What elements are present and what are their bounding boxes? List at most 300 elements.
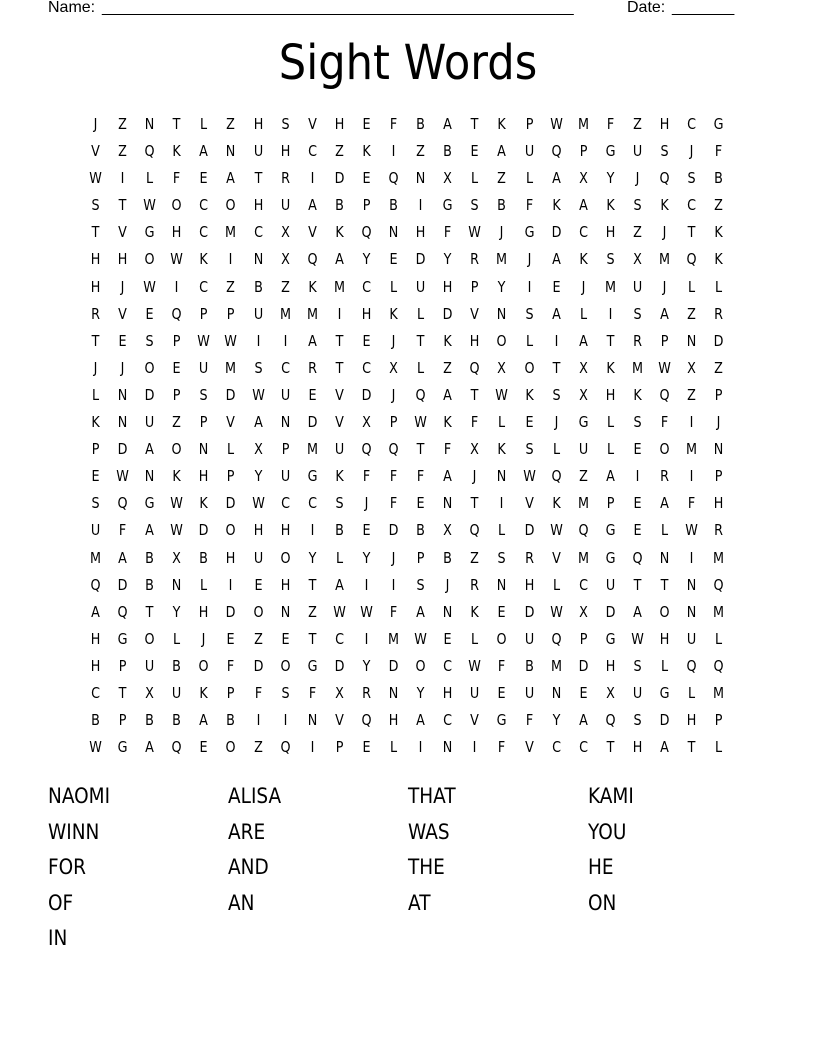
grid-cell[interactable]: R [714,304,724,323]
grid-cell[interactable]: S [281,115,290,133]
grid-cell[interactable]: S [416,575,425,594]
grid-cell[interactable]: C [307,494,317,513]
grid-cell[interactable]: J [445,575,450,594]
grid-cell[interactable]: Q [280,738,291,757]
grid-cell[interactable]: X [578,385,588,404]
grid-cell[interactable]: O [524,358,535,377]
grid-cell[interactable]: A [443,115,453,133]
grid-cell[interactable]: G [117,629,128,648]
grid-cell[interactable]: X [172,548,182,567]
grid-cell[interactable]: F [715,142,723,161]
grid-cell[interactable]: I [554,331,559,350]
grid-cell[interactable]: P [118,711,127,730]
grid-cell[interactable]: H [90,629,101,648]
grid-cell[interactable]: K [633,385,642,404]
grid-cell[interactable]: G [659,683,670,702]
grid-cell[interactable]: M [659,250,671,269]
grid-cell[interactable]: F [389,467,398,486]
grid-cell[interactable]: O [415,656,426,675]
grid-cell[interactable]: A [307,196,317,215]
grid-cell[interactable]: R [524,548,534,567]
grid-cell[interactable]: L [715,738,723,757]
grid-cell[interactable]: E [362,331,371,350]
grid-cell[interactable]: Z [416,142,426,161]
grid-cell[interactable]: Y [362,250,371,269]
grid-cell[interactable]: N [686,331,697,350]
grid-cell[interactable]: C [687,115,697,133]
grid-cell[interactable]: O [280,656,291,675]
grid-cell[interactable]: Q [415,385,426,404]
grid-cell[interactable]: P [172,385,181,404]
grid-cell[interactable]: E [525,413,534,432]
grid-cell[interactable]: W [522,467,536,486]
grid-cell[interactable]: A [551,304,561,323]
grid-cell[interactable]: A [145,738,155,757]
grid-cell[interactable]: B [335,521,344,540]
grid-cell[interactable]: B [335,196,344,215]
grid-cell[interactable]: O [280,548,291,567]
grid-cell[interactable]: J [391,548,396,567]
grid-cell[interactable]: K [606,358,615,377]
grid-cell[interactable]: M [333,277,345,296]
grid-cell[interactable]: I [500,494,504,513]
grid-cell[interactable]: E [118,331,127,350]
grid-cell[interactable]: A [335,575,344,594]
grid-cell[interactable]: D [578,656,589,675]
grid-cell[interactable]: X [633,250,642,269]
grid-cell[interactable]: I [256,711,260,730]
grid-cell[interactable]: K [91,413,100,432]
grid-cell[interactable]: W [685,521,698,540]
grid-cell[interactable]: T [660,575,669,594]
grid-cell[interactable]: P [714,711,723,730]
grid-cell[interactable]: M [225,223,237,242]
grid-cell[interactable]: E [226,629,236,648]
grid-cell[interactable]: C [578,223,588,242]
grid-cell[interactable]: L [498,521,506,540]
grid-cell[interactable]: F [173,169,181,188]
grid-cell[interactable]: N [713,440,724,459]
grid-cell[interactable]: P [660,331,669,350]
grid-cell[interactable]: T [118,683,127,702]
grid-cell[interactable]: W [170,494,184,513]
grid-cell[interactable]: F [362,467,371,486]
grid-cell[interactable]: G [605,521,616,540]
grid-cell[interactable]: Q [388,169,399,188]
grid-cell[interactable]: M [225,358,237,377]
grid-cell[interactable]: Q [659,169,670,188]
grid-cell[interactable]: C [199,223,209,242]
grid-cell[interactable]: N [144,115,155,133]
grid-cell[interactable]: G [524,223,534,242]
grid-cell[interactable]: K [335,467,344,486]
grid-cell[interactable]: T [308,629,317,648]
grid-cell[interactable]: Z [335,142,344,161]
grid-cell[interactable]: U [578,440,588,459]
grid-cell[interactable]: L [688,683,696,702]
grid-cell[interactable]: I [689,467,694,486]
grid-cell[interactable]: K [362,142,371,161]
grid-cell[interactable]: S [145,331,154,350]
grid-cell[interactable]: K [551,196,561,215]
grid-cell[interactable]: H [632,738,643,757]
grid-cell[interactable]: E [145,304,154,323]
grid-cell[interactable]: C [334,629,344,648]
grid-cell[interactable]: A [416,711,426,730]
grid-cell[interactable]: K [335,223,344,242]
grid-cell[interactable]: J [527,250,531,269]
grid-cell[interactable]: J [500,223,504,242]
grid-cell[interactable]: X [389,358,398,377]
grid-cell[interactable]: B [145,711,155,730]
grid-cell[interactable]: X [578,169,588,188]
grid-cell[interactable]: G [144,494,155,513]
grid-cell[interactable]: D [253,656,264,675]
grid-cell[interactable]: U [253,142,263,161]
grid-cell[interactable]: S [524,440,534,459]
grid-cell[interactable]: C [280,358,290,377]
grid-cell[interactable]: E [497,683,506,702]
grid-cell[interactable]: M [577,494,589,513]
grid-cell[interactable]: L [579,304,587,323]
grid-cell[interactable]: P [281,440,290,459]
grid-cell[interactable]: G [605,142,616,161]
grid-cell[interactable]: I [418,738,423,757]
grid-cell[interactable]: D [524,521,534,540]
grid-cell[interactable]: D [388,521,399,540]
grid-cell[interactable]: S [524,304,534,323]
grid-cell[interactable]: P [200,304,208,323]
grid-cell[interactable]: Z [443,358,453,377]
grid-cell[interactable]: L [91,385,100,404]
grid-cell[interactable]: G [144,223,155,242]
grid-cell[interactable]: F [389,602,398,621]
grid-cell[interactable]: H [415,223,426,242]
grid-cell[interactable]: M [713,602,725,621]
grid-cell[interactable]: Q [144,142,155,161]
grid-cell[interactable]: C [687,196,697,215]
name-field[interactable]: _____________________________________________________ [102,0,574,16]
grid-cell[interactable]: P [91,440,100,459]
grid-cell[interactable]: A [226,169,236,188]
grid-cell[interactable]: H [605,656,616,675]
grid-cell[interactable]: C [578,575,588,594]
grid-cell[interactable]: I [391,142,396,161]
grid-cell[interactable]: O [659,602,670,621]
grid-cell[interactable]: N [388,223,399,242]
grid-cell[interactable]: R [632,331,642,350]
grid-cell[interactable]: C [199,277,209,296]
grid-cell[interactable]: Y [606,169,615,188]
grid-cell[interactable]: J [581,277,586,296]
grid-cell[interactable]: A [578,196,588,215]
grid-cell[interactable]: E [362,738,371,757]
grid-cell[interactable]: V [335,413,344,432]
grid-cell[interactable]: H [253,196,263,215]
grid-cell[interactable]: A [443,467,453,486]
grid-cell[interactable]: Z [470,548,480,567]
grid-cell[interactable]: A [660,304,669,323]
grid-cell[interactable]: P [335,738,344,757]
grid-cell[interactable]: X [578,602,588,621]
grid-cell[interactable]: T [606,331,615,350]
grid-cell[interactable]: D [117,440,128,459]
grid-cell[interactable]: I [472,738,477,757]
grid-cell[interactable]: T [335,358,344,377]
grid-cell[interactable]: H [199,467,209,486]
grid-cell[interactable]: J [364,494,369,513]
grid-cell[interactable]: V [118,223,127,242]
grid-cell[interactable]: U [280,196,290,215]
grid-cell[interactable]: J [662,277,667,296]
grid-cell[interactable]: L [715,277,723,296]
grid-cell[interactable]: S [497,548,507,567]
grid-cell[interactable]: Q [117,494,128,513]
grid-cell[interactable]: M [306,304,318,323]
grid-cell[interactable]: Q [686,250,697,269]
grid-cell[interactable]: T [470,115,479,133]
grid-cell[interactable]: H [199,602,209,621]
grid-cell[interactable]: S [254,358,263,377]
grid-cell[interactable]: F [227,656,235,675]
grid-cell[interactable]: I [174,277,179,296]
grid-cell[interactable]: S [552,385,561,404]
grid-cell[interactable]: Z [253,738,263,757]
grid-cell[interactable]: I [256,331,260,350]
grid-cell[interactable]: H [470,331,480,350]
grid-cell[interactable]: Y [254,467,263,486]
grid-cell[interactable]: Q [632,548,643,567]
grid-cell[interactable]: F [389,494,398,513]
grid-cell[interactable]: L [173,629,181,648]
grid-cell[interactable]: L [146,169,154,188]
grid-cell[interactable]: L [417,358,425,377]
grid-cell[interactable]: S [91,494,100,513]
grid-cell[interactable]: K [497,440,507,459]
grid-cell[interactable]: H [442,277,453,296]
grid-cell[interactable]: N [388,683,399,702]
grid-cell[interactable]: X [145,683,155,702]
grid-cell[interactable]: Z [118,115,128,133]
grid-cell[interactable]: W [549,602,563,621]
grid-cell[interactable]: R [470,575,480,594]
grid-cell[interactable]: U [632,683,643,702]
grid-cell[interactable]: P [118,656,127,675]
grid-cell[interactable]: D [551,223,562,242]
grid-cell[interactable]: W [170,250,184,269]
grid-cell[interactable]: I [337,304,342,323]
grid-cell[interactable]: T [118,196,127,215]
grid-cell[interactable]: F [416,467,425,486]
grid-cell[interactable]: B [714,169,724,188]
grid-cell[interactable]: W [197,331,211,350]
grid-cell[interactable]: M [279,304,291,323]
grid-cell[interactable]: W [414,413,427,432]
grid-cell[interactable]: G [578,413,589,432]
grid-cell[interactable]: L [417,304,425,323]
grid-cell[interactable]: A [199,142,209,161]
grid-cell[interactable]: G [307,656,318,675]
grid-cell[interactable]: D [307,413,318,432]
grid-cell[interactable]: O [144,358,155,377]
grid-cell[interactable]: X [443,169,453,188]
grid-cell[interactable]: P [579,629,588,648]
grid-cell[interactable]: N [226,142,236,161]
grid-cell[interactable]: T [416,331,425,350]
grid-cell[interactable]: L [200,575,208,594]
grid-cell[interactable]: R [470,250,480,269]
grid-cell[interactable]: Z [118,142,128,161]
grid-cell[interactable]: M [604,277,616,296]
grid-cell[interactable]: S [470,196,479,215]
grid-cell[interactable]: Y [552,711,561,730]
grid-cell[interactable]: D [226,385,236,404]
grid-cell[interactable]: J [391,385,396,404]
grid-cell[interactable]: H [90,250,101,269]
grid-cell[interactable]: U [524,629,534,648]
grid-cell[interactable]: E [552,277,561,296]
grid-cell[interactable]: G [497,711,507,730]
grid-cell[interactable]: X [280,250,290,269]
grid-cell[interactable]: A [335,250,344,269]
grid-cell[interactable]: N [144,467,155,486]
grid-cell[interactable]: A [199,711,209,730]
grid-cell[interactable]: F [606,115,614,133]
grid-cell[interactable]: N [280,602,290,621]
grid-cell[interactable]: H [605,223,616,242]
grid-cell[interactable]: H [280,142,290,161]
grid-cell[interactable]: F [444,440,452,459]
grid-cell[interactable]: E [443,629,452,648]
grid-cell[interactable]: W [631,629,644,648]
grid-cell[interactable]: L [660,656,669,675]
grid-cell[interactable]: S [633,304,642,323]
grid-cell[interactable]: W [495,385,509,404]
grid-cell[interactable]: A [578,711,588,730]
grid-cell[interactable]: E [308,385,317,404]
grid-cell[interactable]: K [199,250,209,269]
grid-cell[interactable]: V [470,304,480,323]
grid-cell[interactable]: V [551,548,561,567]
grid-cell[interactable]: U [415,277,426,296]
grid-cell[interactable]: N [117,413,128,432]
grid-cell[interactable]: F [308,683,316,702]
grid-cell[interactable]: P [416,548,425,567]
grid-cell[interactable]: D [388,656,399,675]
grid-cell[interactable]: W [549,115,563,133]
grid-cell[interactable]: I [635,467,640,486]
grid-cell[interactable]: F [525,711,533,730]
grid-cell[interactable]: I [310,521,315,540]
grid-cell[interactable]: Y [443,250,452,269]
grid-cell[interactable]: C [199,196,209,215]
grid-cell[interactable]: H [253,521,263,540]
grid-cell[interactable]: D [415,250,426,269]
grid-cell[interactable]: N [253,250,263,269]
grid-cell[interactable]: Z [226,277,236,296]
grid-cell[interactable]: E [254,575,263,594]
grid-cell[interactable]: N [442,602,453,621]
grid-cell[interactable]: C [253,223,263,242]
grid-cell[interactable]: H [253,115,263,133]
grid-cell[interactable]: C [551,738,561,757]
grid-cell[interactable]: F [498,656,506,675]
grid-cell[interactable]: S [633,413,642,432]
grid-cell[interactable]: L [688,277,696,296]
grid-cell[interactable]: K [443,331,452,350]
grid-cell[interactable]: Q [361,711,372,730]
grid-cell[interactable]: L [660,521,669,540]
grid-cell[interactable]: U [524,142,534,161]
grid-cell[interactable]: V [307,223,317,242]
grid-cell[interactable]: I [689,548,694,567]
grid-cell[interactable]: U [334,440,345,459]
grid-cell[interactable]: E [91,467,100,486]
grid-cell[interactable]: U [524,683,534,702]
grid-cell[interactable]: V [335,711,344,730]
grid-cell[interactable]: W [224,331,238,350]
grid-cell[interactable]: A [118,548,127,567]
grid-cell[interactable]: B [497,196,507,215]
grid-cell[interactable]: A [145,440,155,459]
grid-cell[interactable]: H [442,683,453,702]
grid-cell[interactable]: Z [687,385,696,404]
grid-cell[interactable]: I [418,196,423,215]
grid-cell[interactable]: E [362,521,371,540]
grid-cell[interactable]: D [334,169,345,188]
grid-cell[interactable]: F [660,413,669,432]
grid-cell[interactable]: F [444,223,452,242]
grid-cell[interactable]: A [551,169,561,188]
grid-cell[interactable]: D [226,494,236,513]
grid-cell[interactable]: I [608,304,613,323]
grid-cell[interactable]: Z [633,115,642,133]
grid-cell[interactable]: J [120,277,125,296]
grid-cell[interactable]: Z [172,413,182,432]
grid-cell[interactable]: B [145,575,155,594]
grid-cell[interactable]: Y [308,548,317,567]
grid-cell[interactable]: L [606,440,614,459]
grid-cell[interactable]: R [714,521,724,540]
grid-cell[interactable]: V [226,413,236,432]
grid-cell[interactable]: Z [687,304,696,323]
grid-cell[interactable]: A [307,331,317,350]
grid-cell[interactable]: A [253,413,263,432]
grid-cell[interactable]: E [199,169,208,188]
grid-cell[interactable]: H [172,223,182,242]
grid-cell[interactable]: N [442,494,453,513]
grid-cell[interactable]: J [93,358,98,377]
grid-cell[interactable]: B [443,548,453,567]
grid-cell[interactable]: W [251,494,265,513]
grid-cell[interactable]: J [635,169,640,188]
grid-cell[interactable]: P [362,196,371,215]
grid-cell[interactable]: S [606,250,615,269]
grid-cell[interactable]: A [660,738,669,757]
grid-cell[interactable]: P [172,331,181,350]
grid-cell[interactable]: Y [362,548,371,567]
grid-cell[interactable]: T [687,738,696,757]
grid-cell[interactable]: L [552,575,560,594]
grid-cell[interactable]: W [251,385,265,404]
grid-cell[interactable]: O [496,331,507,350]
grid-cell[interactable]: E [633,440,642,459]
grid-cell[interactable]: I [310,738,315,757]
grid-cell[interactable]: A [551,250,561,269]
grid-cell[interactable]: B [253,277,263,296]
grid-cell[interactable]: N [117,385,128,404]
grid-cell[interactable]: K [660,196,669,215]
